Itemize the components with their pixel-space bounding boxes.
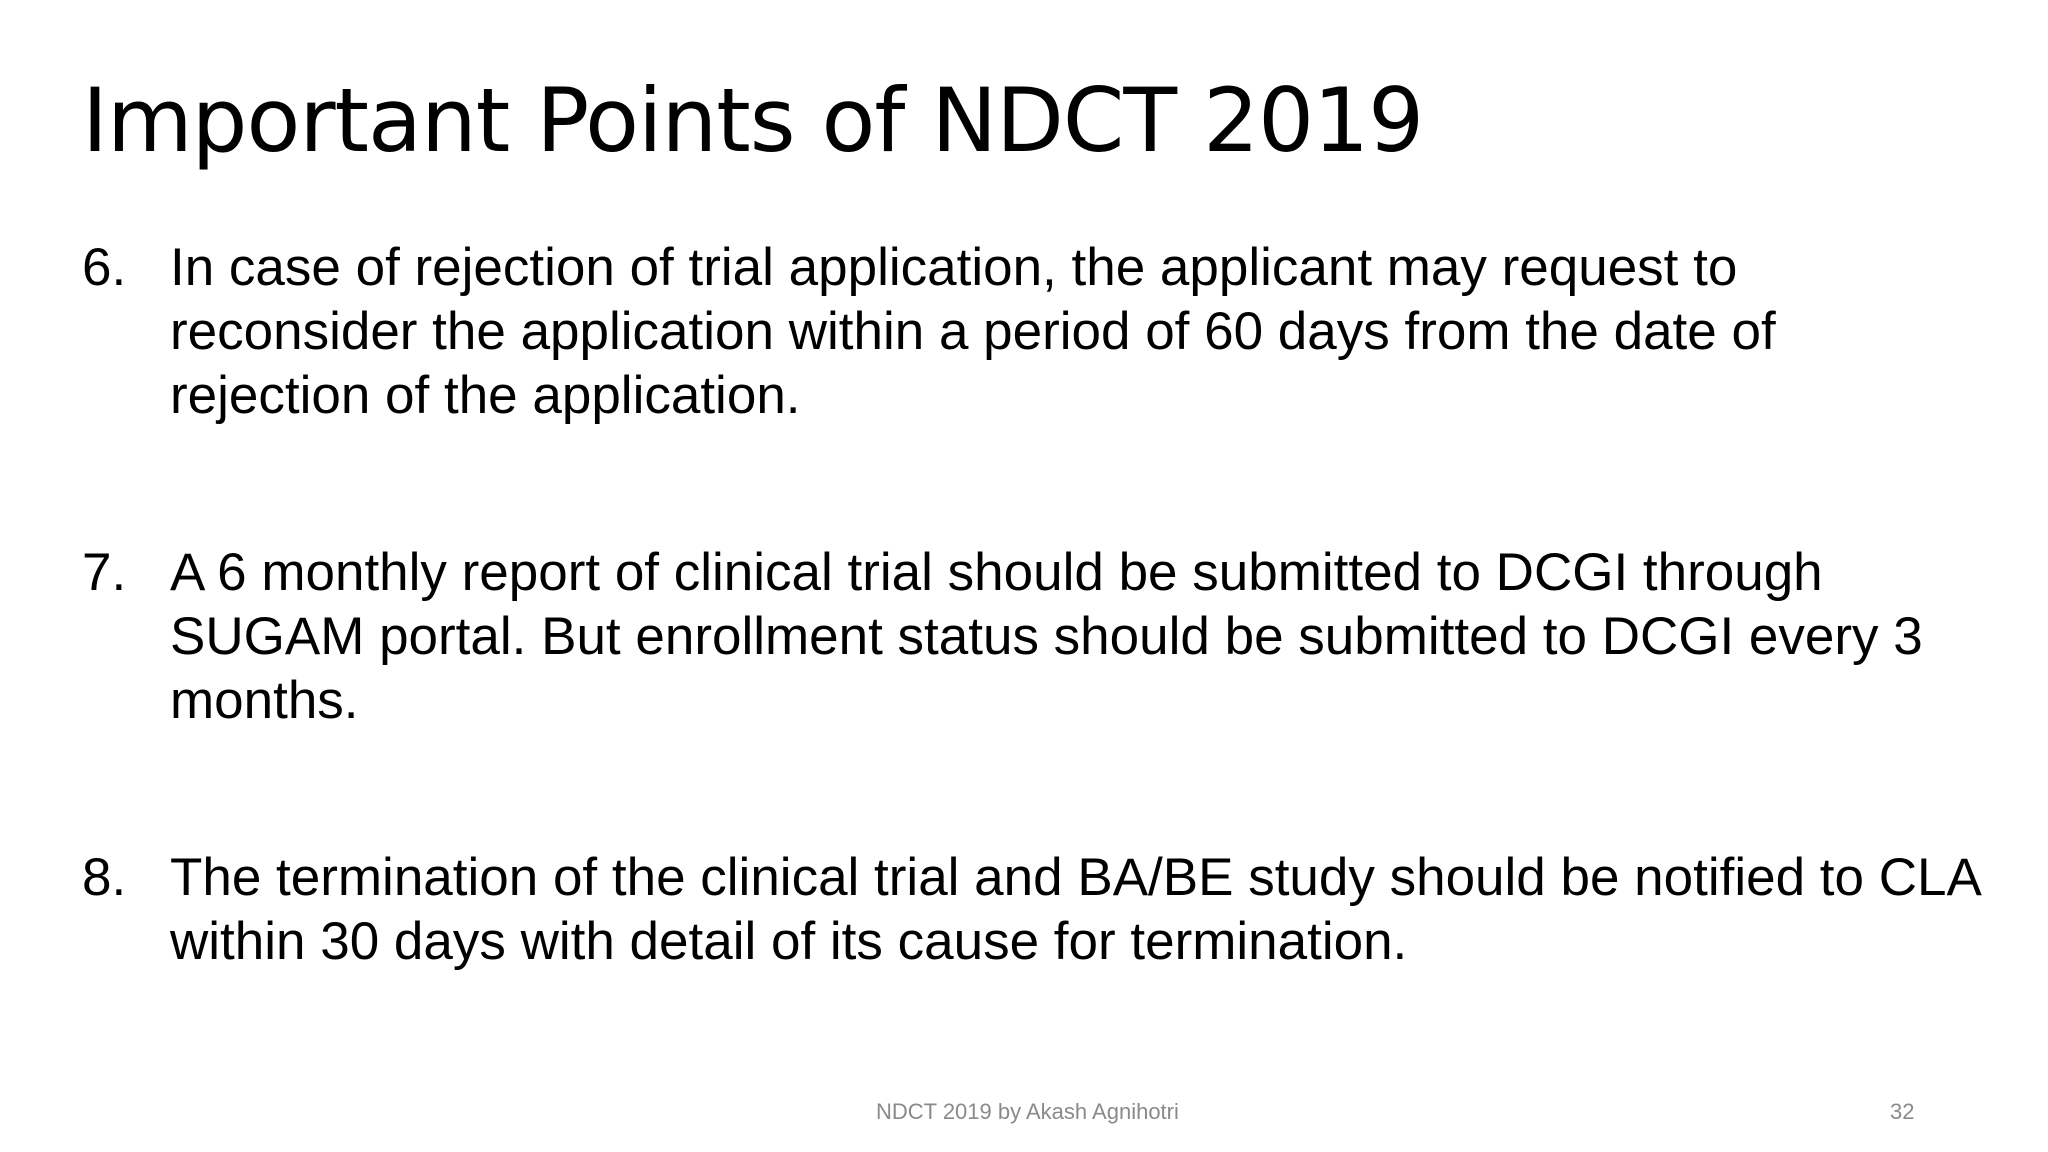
point-text: The termination of the clinical trial and BA/BE study should be notified to CLA within 30 days with detail of its cause for termination. bbox=[170, 848, 1979, 971]
points-list bbox=[82, 236, 1982, 974]
footer-author: NDCT 2019 by Akash Agnihotri bbox=[876, 1099, 1179, 1124]
list-item bbox=[82, 846, 1982, 974]
slide-title: Important Points of NDCT 2019 bbox=[82, 69, 1424, 172]
point-text: A 6 monthly report of clinical trial should be submitted to DCGI through SUGAM portal. But enrollment status should be submitted to DCGI every 3 months. bbox=[170, 543, 1923, 730]
point-number: 8. bbox=[82, 848, 127, 907]
list-item bbox=[82, 236, 1982, 428]
list-item bbox=[82, 541, 1982, 733]
point-number: 6. bbox=[82, 238, 127, 297]
page-number: 32 bbox=[1890, 1099, 1915, 1124]
point-text: In case of rejection of trial application, the applicant may request to reconsider the application within a period of 60 days from the date of rejection of the application. bbox=[170, 238, 1776, 425]
point-number: 7. bbox=[82, 543, 127, 602]
